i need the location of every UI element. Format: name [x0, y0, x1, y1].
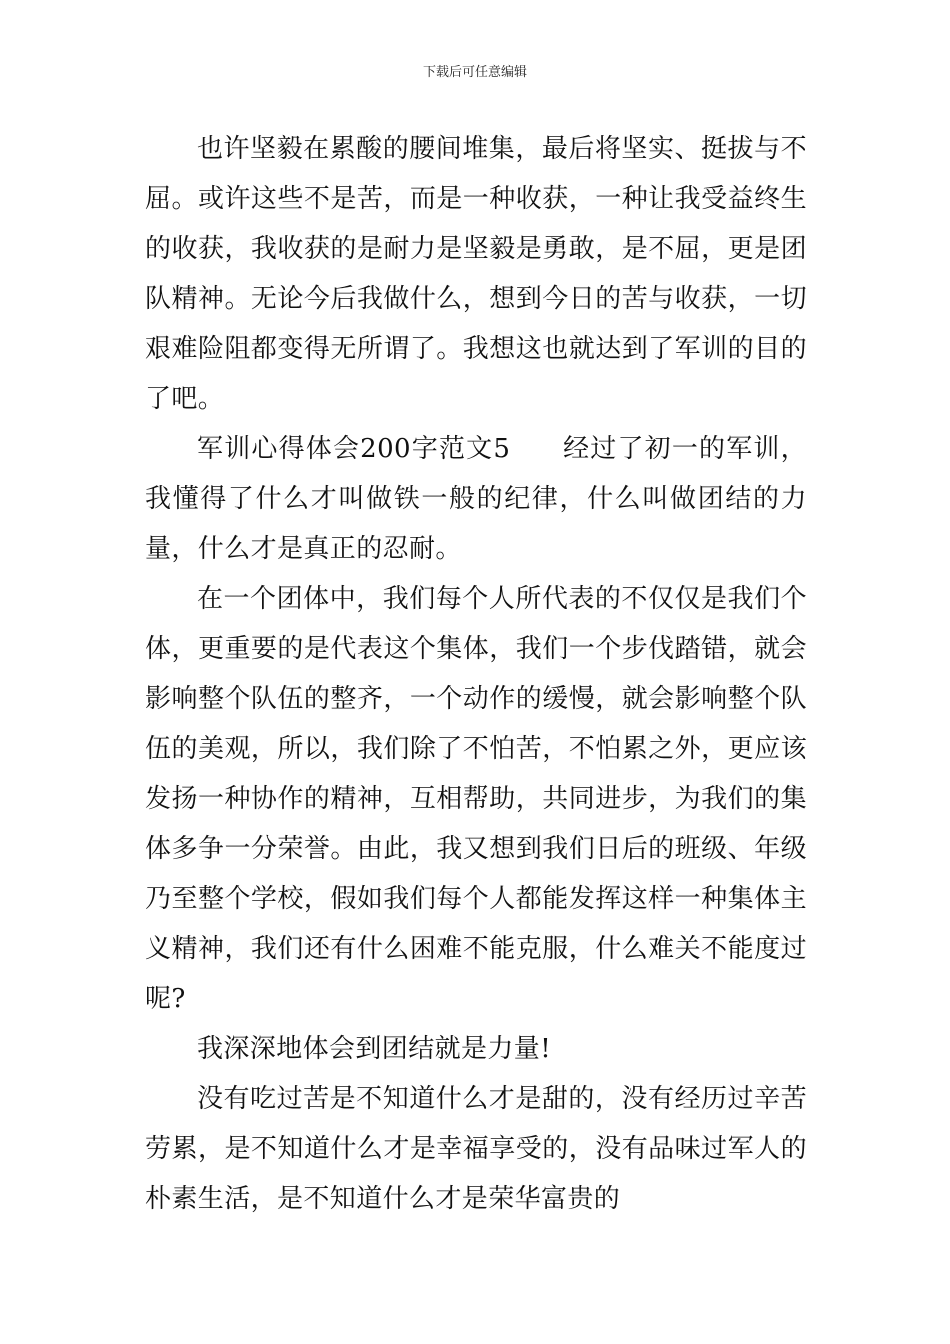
section-text: 经过了初一的军训，我懂得了什么才叫做铁一般的纪律，什么叫做团结的力量，什么才是真正的忍耐。 [145, 434, 807, 564]
document-body [145, 124, 807, 1224]
paragraph-3: 我深深地体会到团结就是力量! [197, 1034, 552, 1064]
paragraph-2: 在一个团体中，我们每个人所代表的不仅仅是我们个体，更重要的是代表这个集体，我们一个步伐踏错，就会影响整个队伍的整齐，一个动作的缓慢，就会影响整个队伍的美观，所以，我们除了不怕苦，不怕累之外，更应该发扬一种协作的精神，互相帮助，共同进步，为我们的集体多争一分荣誉。由此，我又想到我们日后的班级、年级乃至整个学校，假如我们每个人都能发挥这样一种集体主义精神，我们还有什么困难不能克服，什么难关不能度过呢? [145, 584, 807, 1014]
paragraph-1: 也许坚毅在累酸的腰间堆集，最后将坚实、挺拔与不屈。或许这些不是苦，而是一种收获，一种让我受益终生的收获，我收获的是耐力是坚毅是勇敢，是不屈，更是团队精神。无论今后我做什么，想到今日的苦与收获，一切艰难险阻都变得无所谓了。我想这也就达到了军训的目的了吧。 [145, 134, 807, 414]
page-header-note: 下载后可任意编辑 [422, 65, 527, 80]
section-title: 军训心得体会200字范文5 [197, 434, 511, 464]
section-paragraph [145, 424, 807, 574]
paragraph-4: 没有吃过苦是不知道什么才是甜的，没有经历过辛苦劳累，是不知道什么才是幸福享受的，没有品味过军人的朴素生活，是不知道什么才是荣华富贵的 [145, 1084, 807, 1214]
